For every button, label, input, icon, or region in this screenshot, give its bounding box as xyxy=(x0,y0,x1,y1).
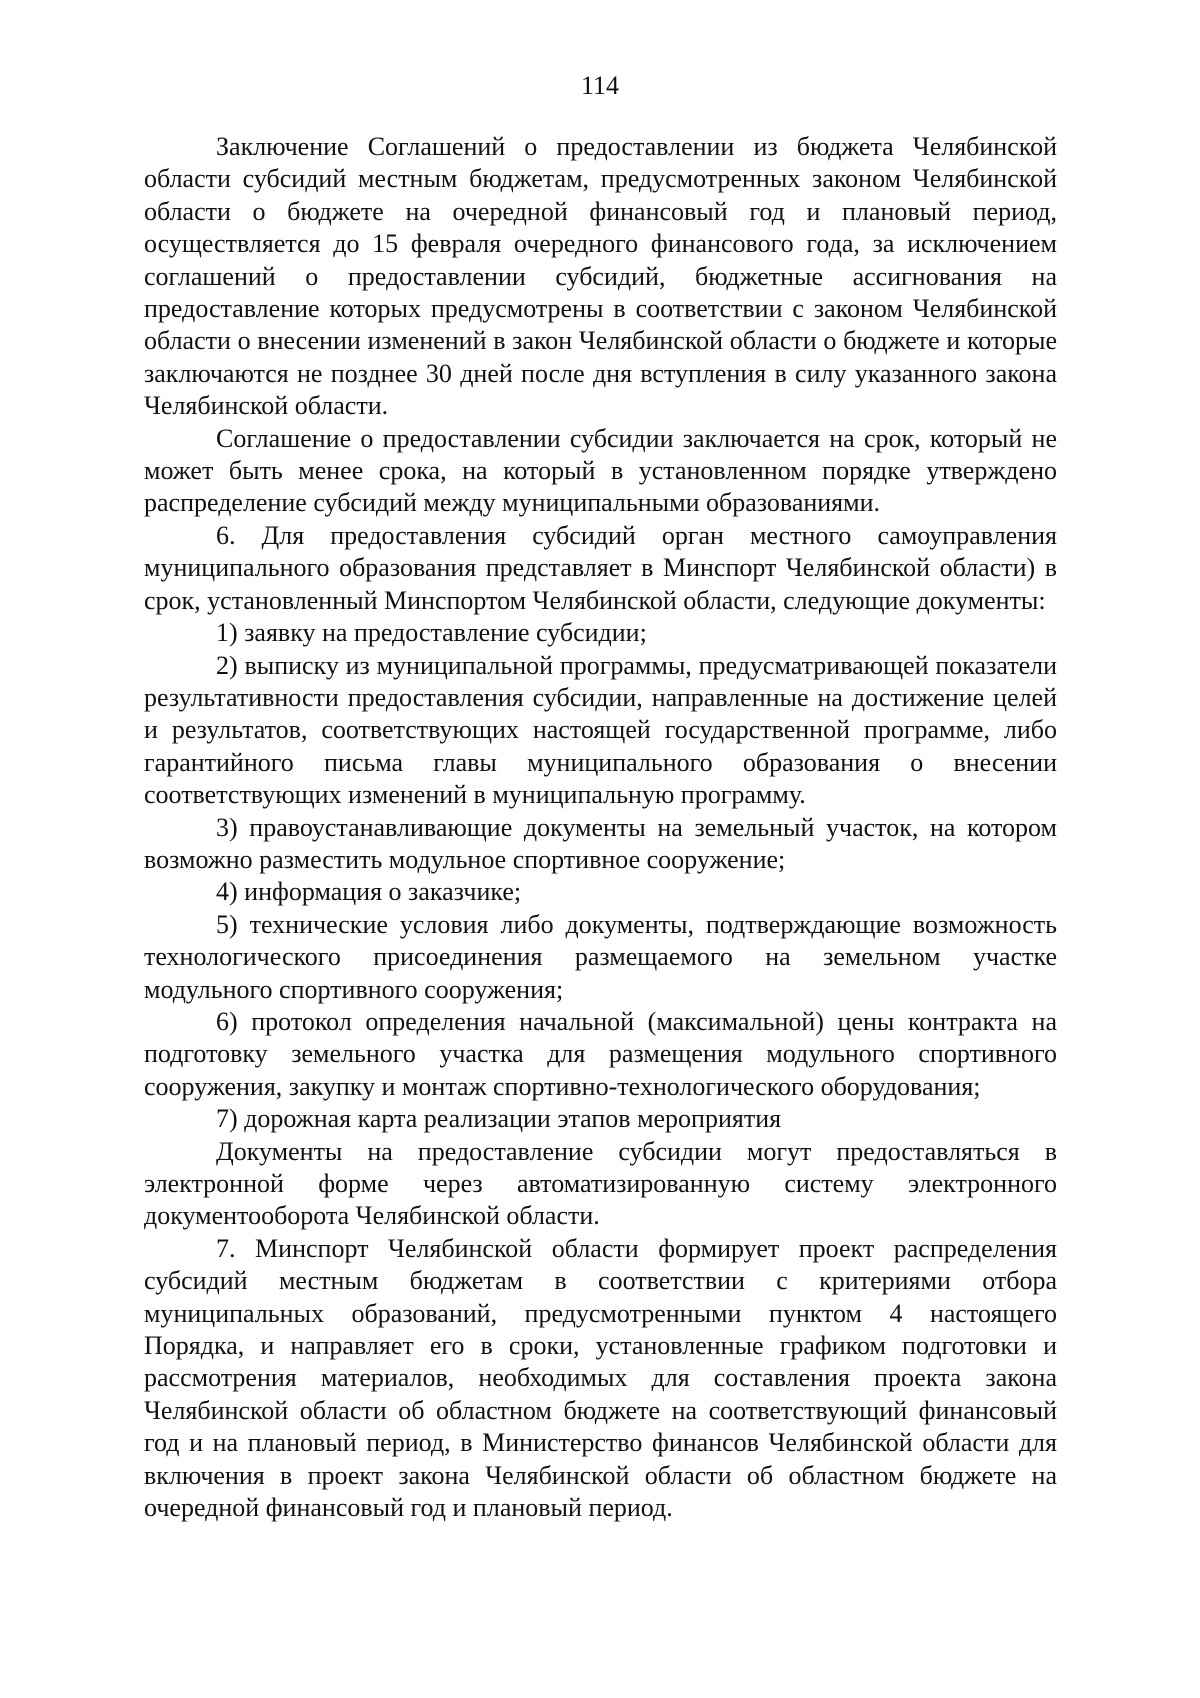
page-number: 114 xyxy=(580,71,620,100)
list-item-4: 4) информация о заказчике; xyxy=(216,877,522,907)
list-item-6: 6) протокол определения начальной (максимальной) цены контракта на подготовку земельного участка для размещения модульного спортивного сооружения, закупку и монтаж спортивно-технологического оборудования; xyxy=(144,1006,1057,1101)
paragraph-item-6: 6. Для предоставления субсидий орган местного самоуправления муниципального образования представляет в Минспорт Челябинской области) в срок, установленный Минспортом Челябинской области, следующие документы: xyxy=(144,520,1057,615)
paragraph-agreement-conclusion: Заключение Соглашений о предоставлении из бюджета Челябинской области субсидий местным бюджетам, предусмотренных законом Челябинской области о бюджете на очередной финансовый год и плановый период, осуществляется до 15 февраля очередного финансового года, за исключением соглашений о предоставлении субсидий, бюджетные ассигнования на предоставление которых предусмотрены в соответствии с законом Челябинской области о внесении изменений в закон Челябинской области о бюджете и которые заключаются не позднее 30 дней после дня вступления в силу указанного закона Челябинской области. xyxy=(144,132,1057,421)
list-item-7: 7) дорожная карта реализации этапов мероприятия xyxy=(216,1104,782,1134)
list-item-1: 1) заявку на предоставление субсидии; xyxy=(216,618,647,648)
paragraph-electronic-form: Документы на предоставление субсидии могут предоставляться в электронной форме через автоматизированную систему электронного документооборота Челябинской области. xyxy=(144,1136,1057,1231)
document-body xyxy=(144,131,1057,1524)
list-item-3: 3) правоустанавливающие документы на земельный участок, на котором возможно разместить модульное спортивное сооружение; xyxy=(144,812,1057,874)
list-item-2: 2) выписку из муниципальной программы, предусматривающей показатели результативности предоставления субсидии, направленные на достижение целей и результатов, соответствующих настоящей государственной программе, либо гарантийного письма главы муниципального образования о внесении соответствующих изменений в муниципальную программу. xyxy=(144,650,1057,810)
paragraph-agreement-term: Соглашение о предоставлении субсидии заключается на срок, который не может быть менее срока, на который в установленном порядке утверждено распределение субсидий между муниципальными образованиями. xyxy=(144,423,1057,518)
list-item-5: 5) технические условия либо документы, подтверждающие возможность технологического присоединения размещаемого на земельном участке модульного спортивного сооружения; xyxy=(144,909,1057,1004)
paragraph-item-7: 7. Минспорт Челябинской области формирует проект распределения субсидий местным бюджетам в соответствии с критериями отбора муниципальных образований, предусмотренными пунктом 4 настоящего Порядка, и направляет его в сроки, установленные графиком подготовки и рассмотрения материалов, необходимых для составления проекта закона Челябинской области об областном бюджете на соответствующий финансовый год и на плановый период, в Министерство финансов Челябинской области для включения в проект закона Челябинской области об областном бюджете на очередной финансовый год и плановый период. xyxy=(144,1233,1057,1523)
